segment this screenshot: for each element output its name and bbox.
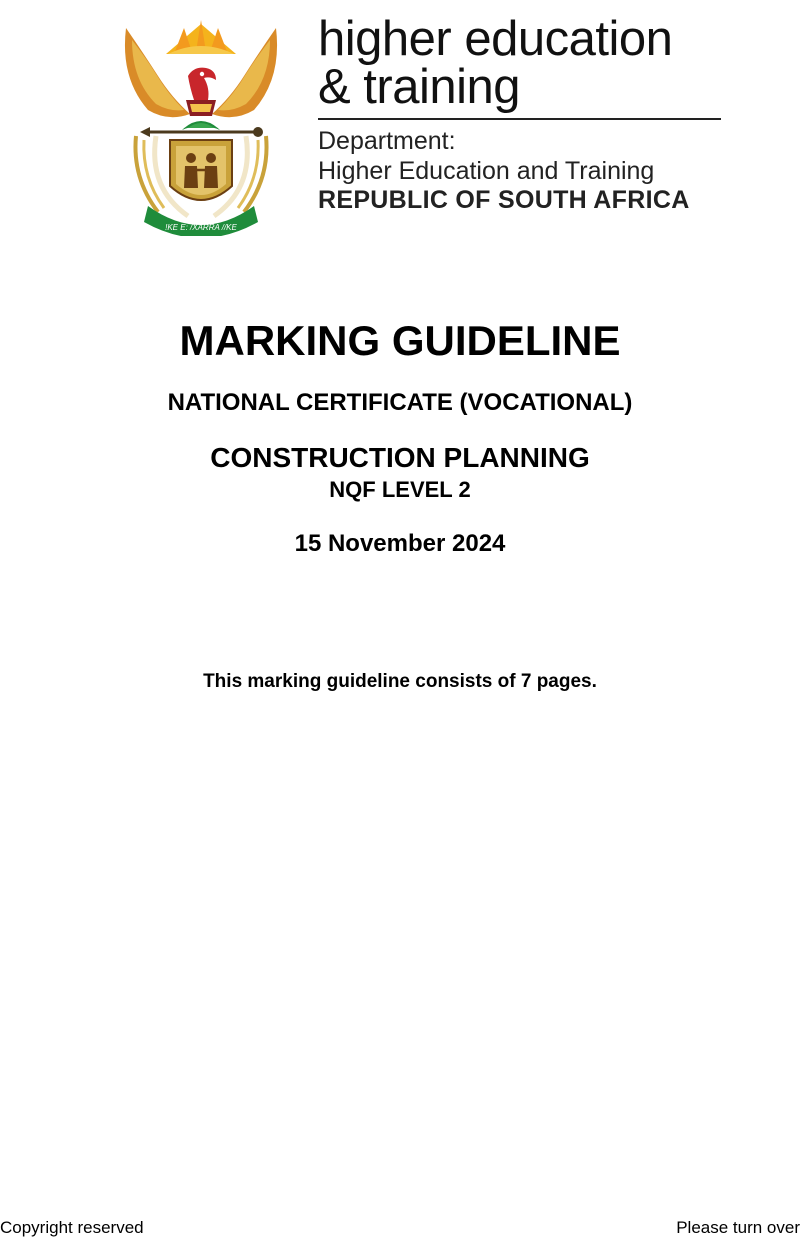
qualification: NATIONAL CERTIFICATE (VOCATIONAL) (167, 389, 633, 416)
spear-icon (140, 127, 263, 137)
footer-turn-over: Please turn over (676, 1218, 800, 1237)
coat-of-arms-logo (118, 18, 284, 236)
subject-name: CONSTRUCTION PLANNING (210, 442, 590, 473)
footer-copyright: Copyright reserved (0, 1218, 144, 1237)
page-count-note: This marking guideline consists of 7 pages. (203, 671, 597, 692)
exam-date: 15 November 2024 (294, 530, 506, 557)
document-title: MARKING GUIDELINE (179, 317, 621, 364)
brand-line-training: & training (318, 60, 521, 114)
document-header (0, 0, 800, 240)
shield-icon (170, 140, 232, 200)
nqf-level: NQF LEVEL 2 (329, 477, 471, 502)
protea-icon (182, 121, 220, 130)
department-name: Higher Education and Training (318, 157, 655, 185)
brand-line-higher-education: higher education (318, 12, 673, 66)
motto-ribbon (144, 206, 258, 236)
header-divider (318, 118, 721, 120)
motto-text: !KE E: /XARRA //KE (165, 223, 237, 232)
bird-icon (186, 68, 216, 116)
country-name: REPUBLIC OF SOUTH AFRICA (318, 186, 690, 214)
department-label: Department: (318, 127, 456, 155)
sun-icon (166, 20, 236, 54)
